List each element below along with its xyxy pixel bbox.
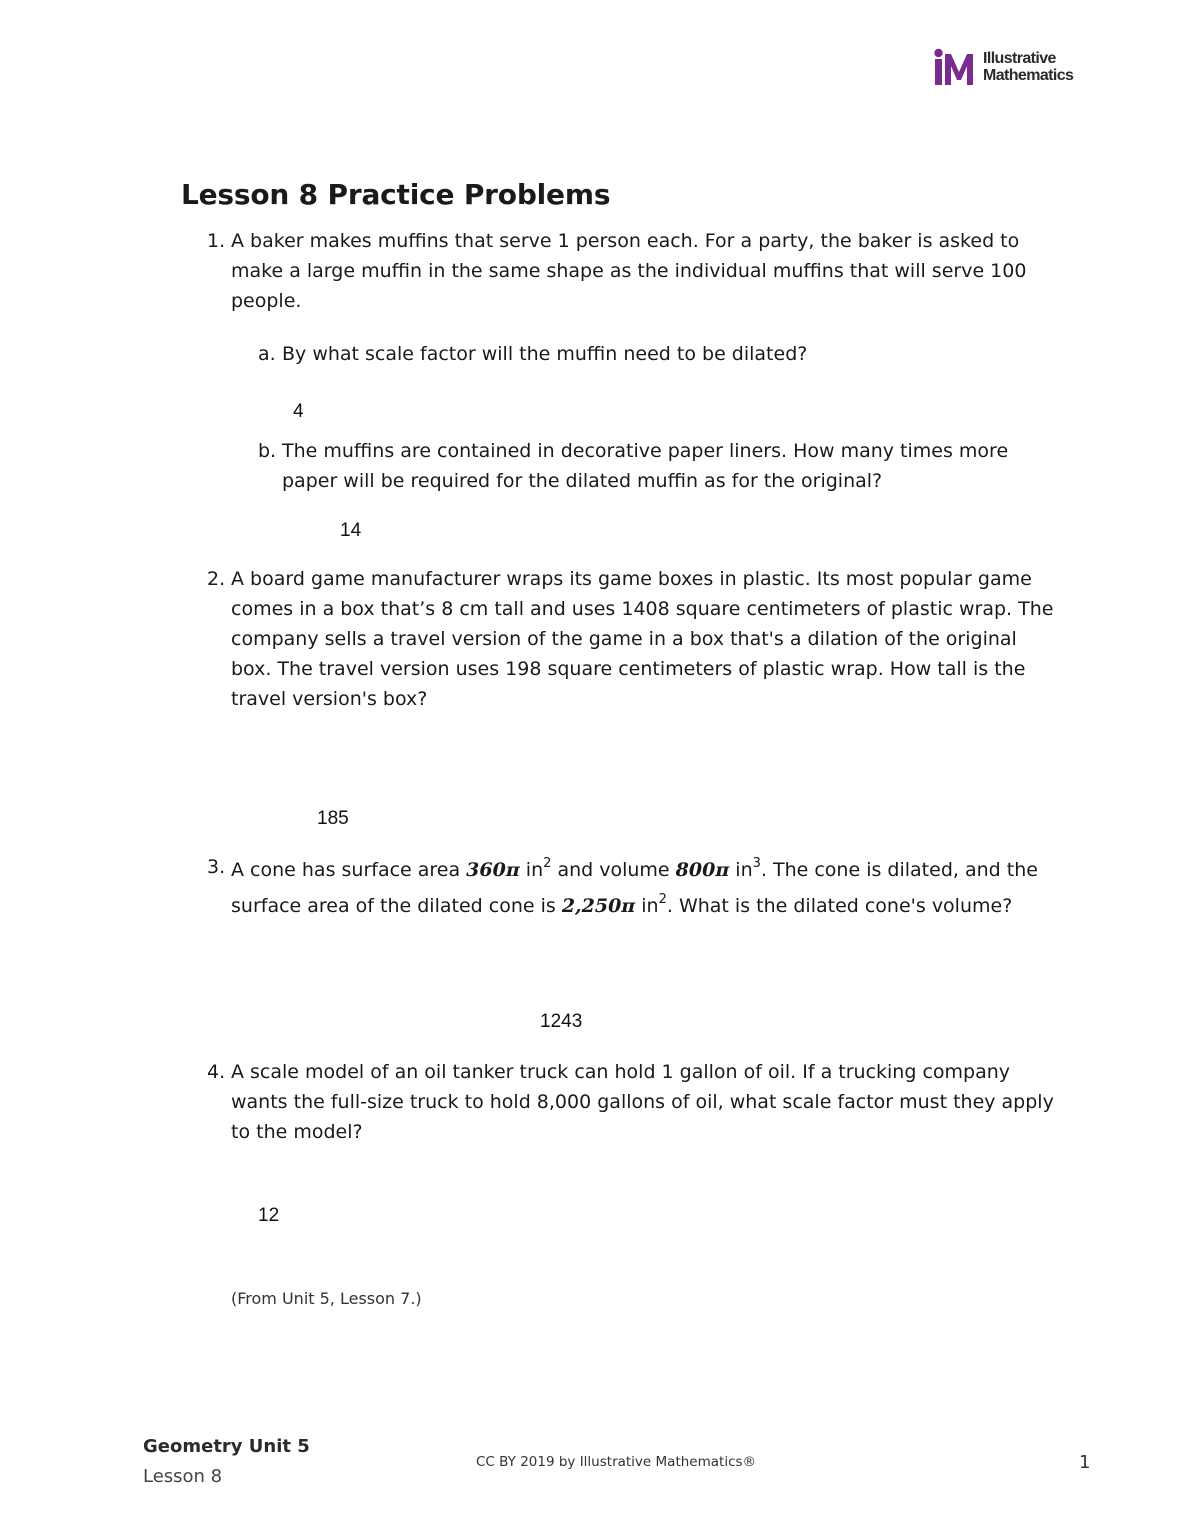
- question-line: comes in a box that’s 8 cm tall and uses 1408 square centimeters of plastic wrap. The: [231, 598, 1054, 620]
- exponent: 3: [752, 856, 761, 871]
- question-line: [231, 852, 1038, 888]
- question-line: to the model?: [231, 1121, 363, 1143]
- question-3: [207, 852, 1087, 932]
- question-line: wants the full-size truck to hold 8,000 gallons of oil, what scale factor must they apply: [231, 1091, 1054, 1113]
- unit-text: in: [635, 895, 659, 917]
- question-line: [231, 888, 1038, 924]
- text-run: . The cone is dilated, and the: [760, 859, 1038, 881]
- question-line: travel version's box?: [231, 688, 428, 710]
- sub-question-text: By what scale factor will the muffin need to be dilated?: [282, 343, 808, 365]
- page-title: Lesson 8 Practice Problems: [181, 178, 611, 211]
- question-line: company sells a travel version of the game in a box that's a dilation of the original: [231, 628, 1017, 650]
- footer-unit: Geometry Unit 5: [143, 1436, 310, 1457]
- logo-line-1: Illustrative: [983, 50, 1056, 67]
- math-surface-area: 360π: [466, 859, 520, 881]
- exponent: 2: [543, 856, 552, 871]
- unit-text: in: [519, 859, 544, 881]
- page-number: 1: [1079, 1452, 1091, 1473]
- question-1: [207, 226, 1067, 318]
- question-1b: [258, 436, 1058, 498]
- question-text: [231, 852, 1038, 924]
- question-text: [231, 1057, 1054, 1147]
- question-line: people.: [231, 290, 302, 312]
- question-2: [207, 564, 1077, 716]
- answer-1b: 14: [340, 520, 362, 541]
- question-text: [231, 564, 1053, 714]
- footer-lesson: Lesson 8: [143, 1466, 223, 1487]
- text-run: and volume: [551, 859, 676, 881]
- question-line: box. The travel version uses 198 square centimeters of plastic wrap. How tall is the: [231, 658, 1026, 680]
- question-number: 4.: [207, 1061, 226, 1083]
- sub-question-letter: a.: [258, 343, 276, 365]
- math-volume: 800π: [675, 859, 730, 881]
- math-dilated-surface-area: 2,250π: [561, 895, 636, 917]
- text-run: A cone has surface area: [231, 859, 467, 881]
- im-logo-icon: [933, 48, 981, 86]
- footer-copyright: CC BY 2019 by Illustrative Mathematics®: [476, 1454, 757, 1470]
- question-line: A scale model of an oil tanker truck can hold 1 gallon of oil. If a trucking company: [231, 1061, 1011, 1083]
- text-run: surface area of the dilated cone is: [231, 895, 562, 917]
- question-text: [231, 226, 1026, 316]
- question-1a: [258, 339, 1058, 371]
- question-line: A baker makes muffins that serve 1 person each. For a party, the baker is asked to: [231, 230, 1020, 252]
- question-line: paper will be required for the dilated muffin as for the original?: [282, 470, 883, 492]
- unit-text: in: [729, 859, 753, 881]
- question-line: A board game manufacturer wraps its game boxes in plastic. Its most popular game: [231, 568, 1032, 590]
- question-number: 2.: [207, 568, 226, 590]
- logo-line-2: Mathematics: [983, 67, 1074, 84]
- question-number: 3.: [207, 856, 226, 878]
- question-line: make a large muffin in the same shape as the individual muffins that will serve 100: [231, 260, 1027, 282]
- source-note: (From Unit 5, Lesson 7.): [231, 1289, 422, 1308]
- question-4: [207, 1057, 1087, 1149]
- logo-wordmark: [983, 50, 1073, 84]
- answer-3: 1243: [540, 1011, 583, 1032]
- sub-question-text: [282, 436, 1008, 496]
- text-run: . What is the dilated cone's volume?: [666, 895, 1013, 917]
- question-number: 1.: [207, 230, 226, 252]
- answer-2: 185: [317, 808, 349, 829]
- answer-1a: 4: [293, 401, 304, 422]
- question-line: The muffins are contained in decorative paper liners. How many times more: [282, 440, 1009, 462]
- illustrative-mathematics-logo: [933, 48, 1093, 88]
- sub-question-letter: b.: [258, 440, 277, 462]
- answer-4: 12: [258, 1205, 280, 1226]
- exponent: 2: [658, 892, 667, 907]
